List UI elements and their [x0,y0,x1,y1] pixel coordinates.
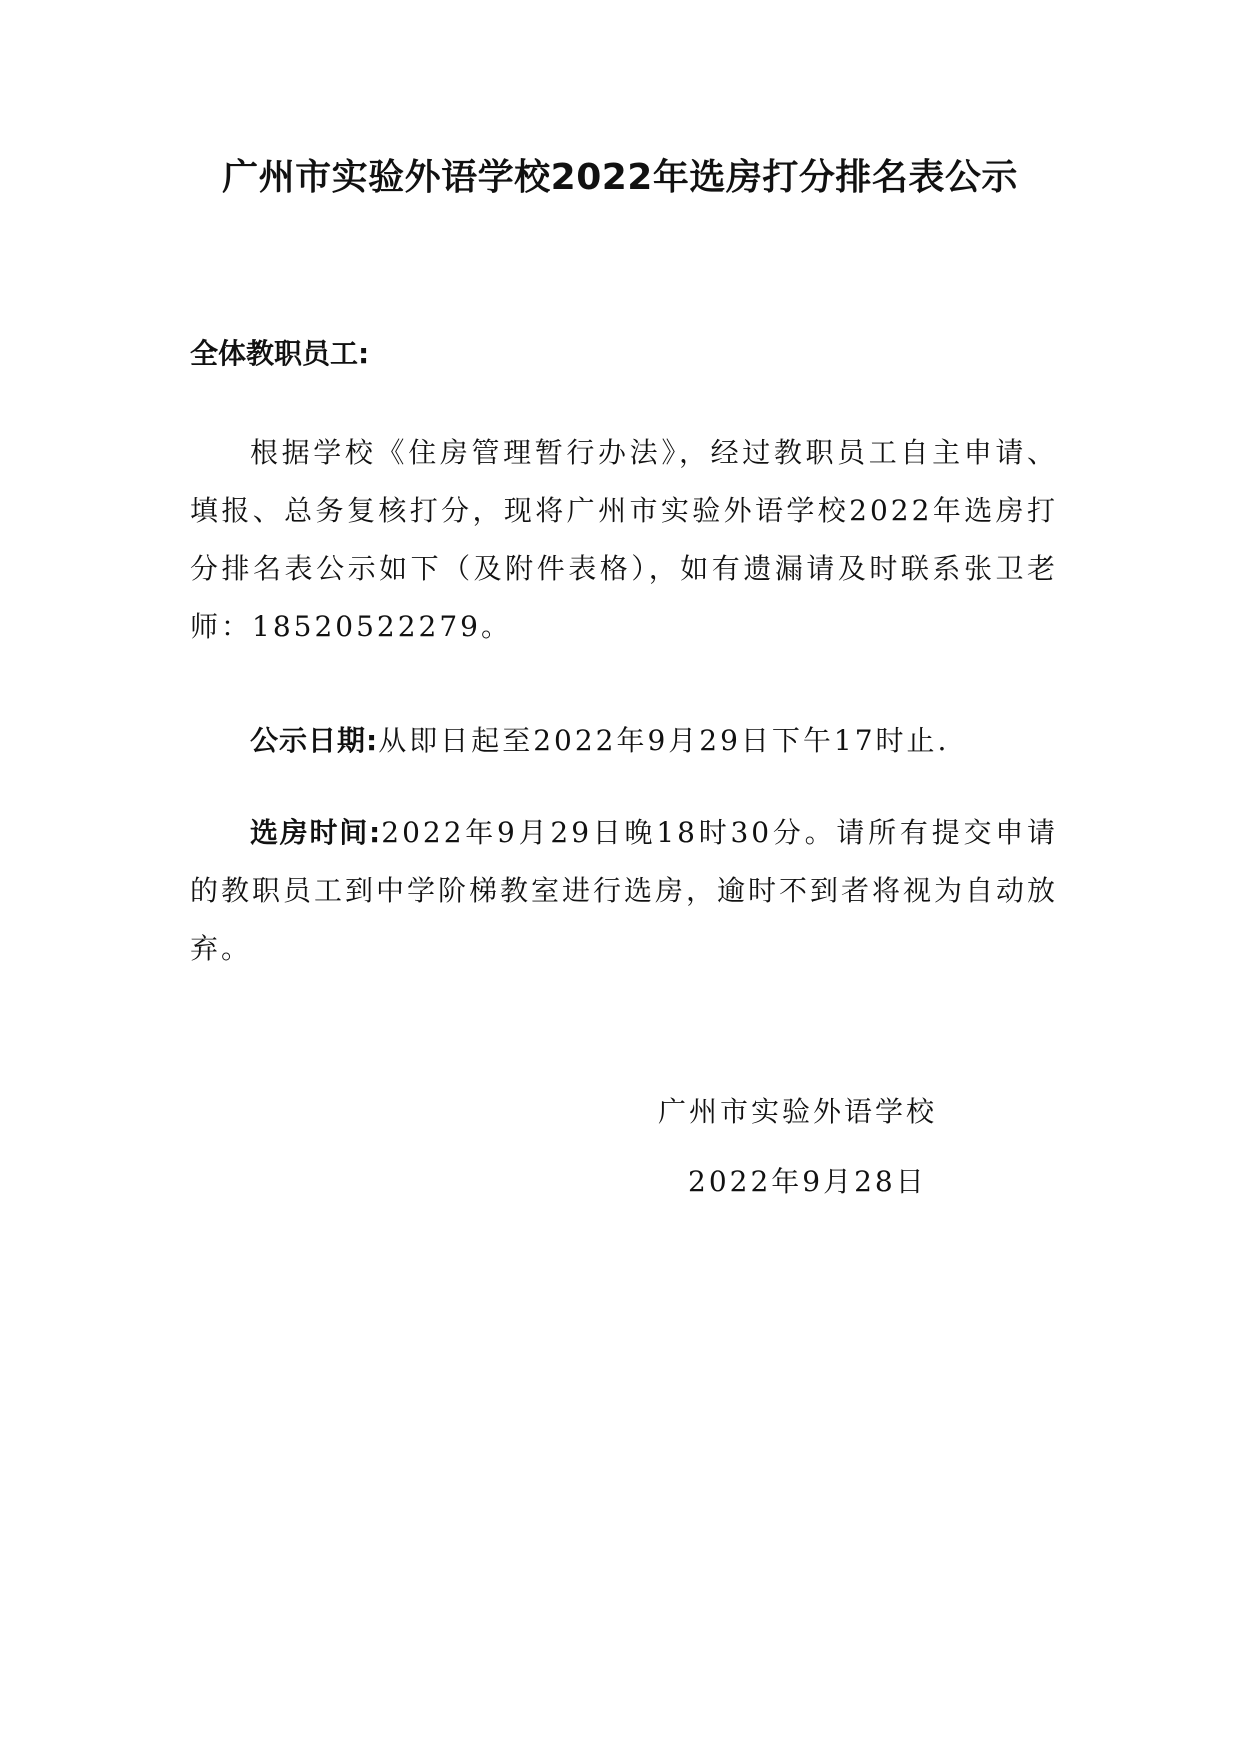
signature-organization: 广州市实验外语学校 [658,1095,938,1128]
document-title: 广州市实验外语学校2022年选房打分排名表公示 [222,157,1018,198]
body-paragraph-2 [190,712,1058,770]
paragraph-text: 根据学校《住房管理暂行办法》，经过教职员工自主申请、填报、总务复核打分，现将广州市实验外语学校2022年选房打分排名表公示如下（及附件表格），如有遗漏请及时联系张卫老师：18520522279。 [190,436,1058,643]
selection-time-label: 选房时间: [250,816,382,849]
body-paragraph-1 [190,424,1058,656]
salutation: 全体教职员工: [190,337,370,370]
selection-time-text: 2022年9月29日晚18时30分。请所有提交申请的教职员工到中学阶梯教室进行选房，逾时不到者将视为自动放弃。 [190,816,1059,965]
publicity-date-label: 公示日期: [250,724,379,757]
body-paragraph-3 [190,804,1058,978]
signature-date: 2022年9月28日 [688,1165,927,1198]
publicity-date-text: 从即日起至2022年9月29日下午17时止. [378,724,950,757]
